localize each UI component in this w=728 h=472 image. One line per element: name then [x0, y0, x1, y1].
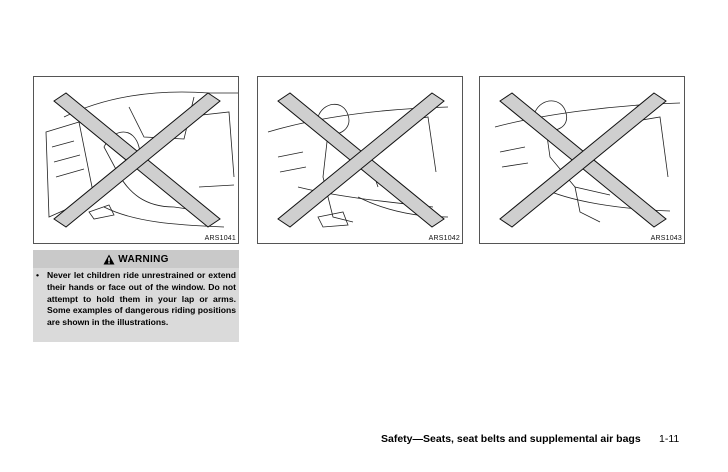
figure-child-head-out-window: [33, 76, 239, 244]
warning-item: [36, 270, 236, 329]
section-footer: Safety—Seats, seat belts and supplemental air bags: [381, 433, 641, 445]
figure-child-kneeling-on-seat: [479, 76, 685, 244]
figure-code: ARS1041: [204, 235, 236, 242]
warning-title: WARNING: [118, 253, 169, 265]
warning-triangle-icon: [103, 254, 115, 265]
warning-header: [33, 250, 239, 268]
warning-text: Never let children ride unrestrained or extend their hands or face out of the window. Do not attempt to hold them in your lap or arms. Some examples of dangerous riding positions are shown in the illustrations.: [47, 270, 236, 328]
warning-box: [33, 250, 239, 342]
figure-child-standing-on-seat: [257, 76, 463, 244]
bullet: •: [36, 270, 40, 280]
figure-code: ARS1042: [428, 235, 460, 242]
illustration-child-leaning-out: [34, 77, 238, 243]
figure-code: ARS1043: [650, 235, 682, 242]
page-number: 1-11: [659, 433, 680, 445]
illustration-child-standing: [258, 77, 462, 243]
illustration-child-kneeling: [480, 77, 684, 243]
